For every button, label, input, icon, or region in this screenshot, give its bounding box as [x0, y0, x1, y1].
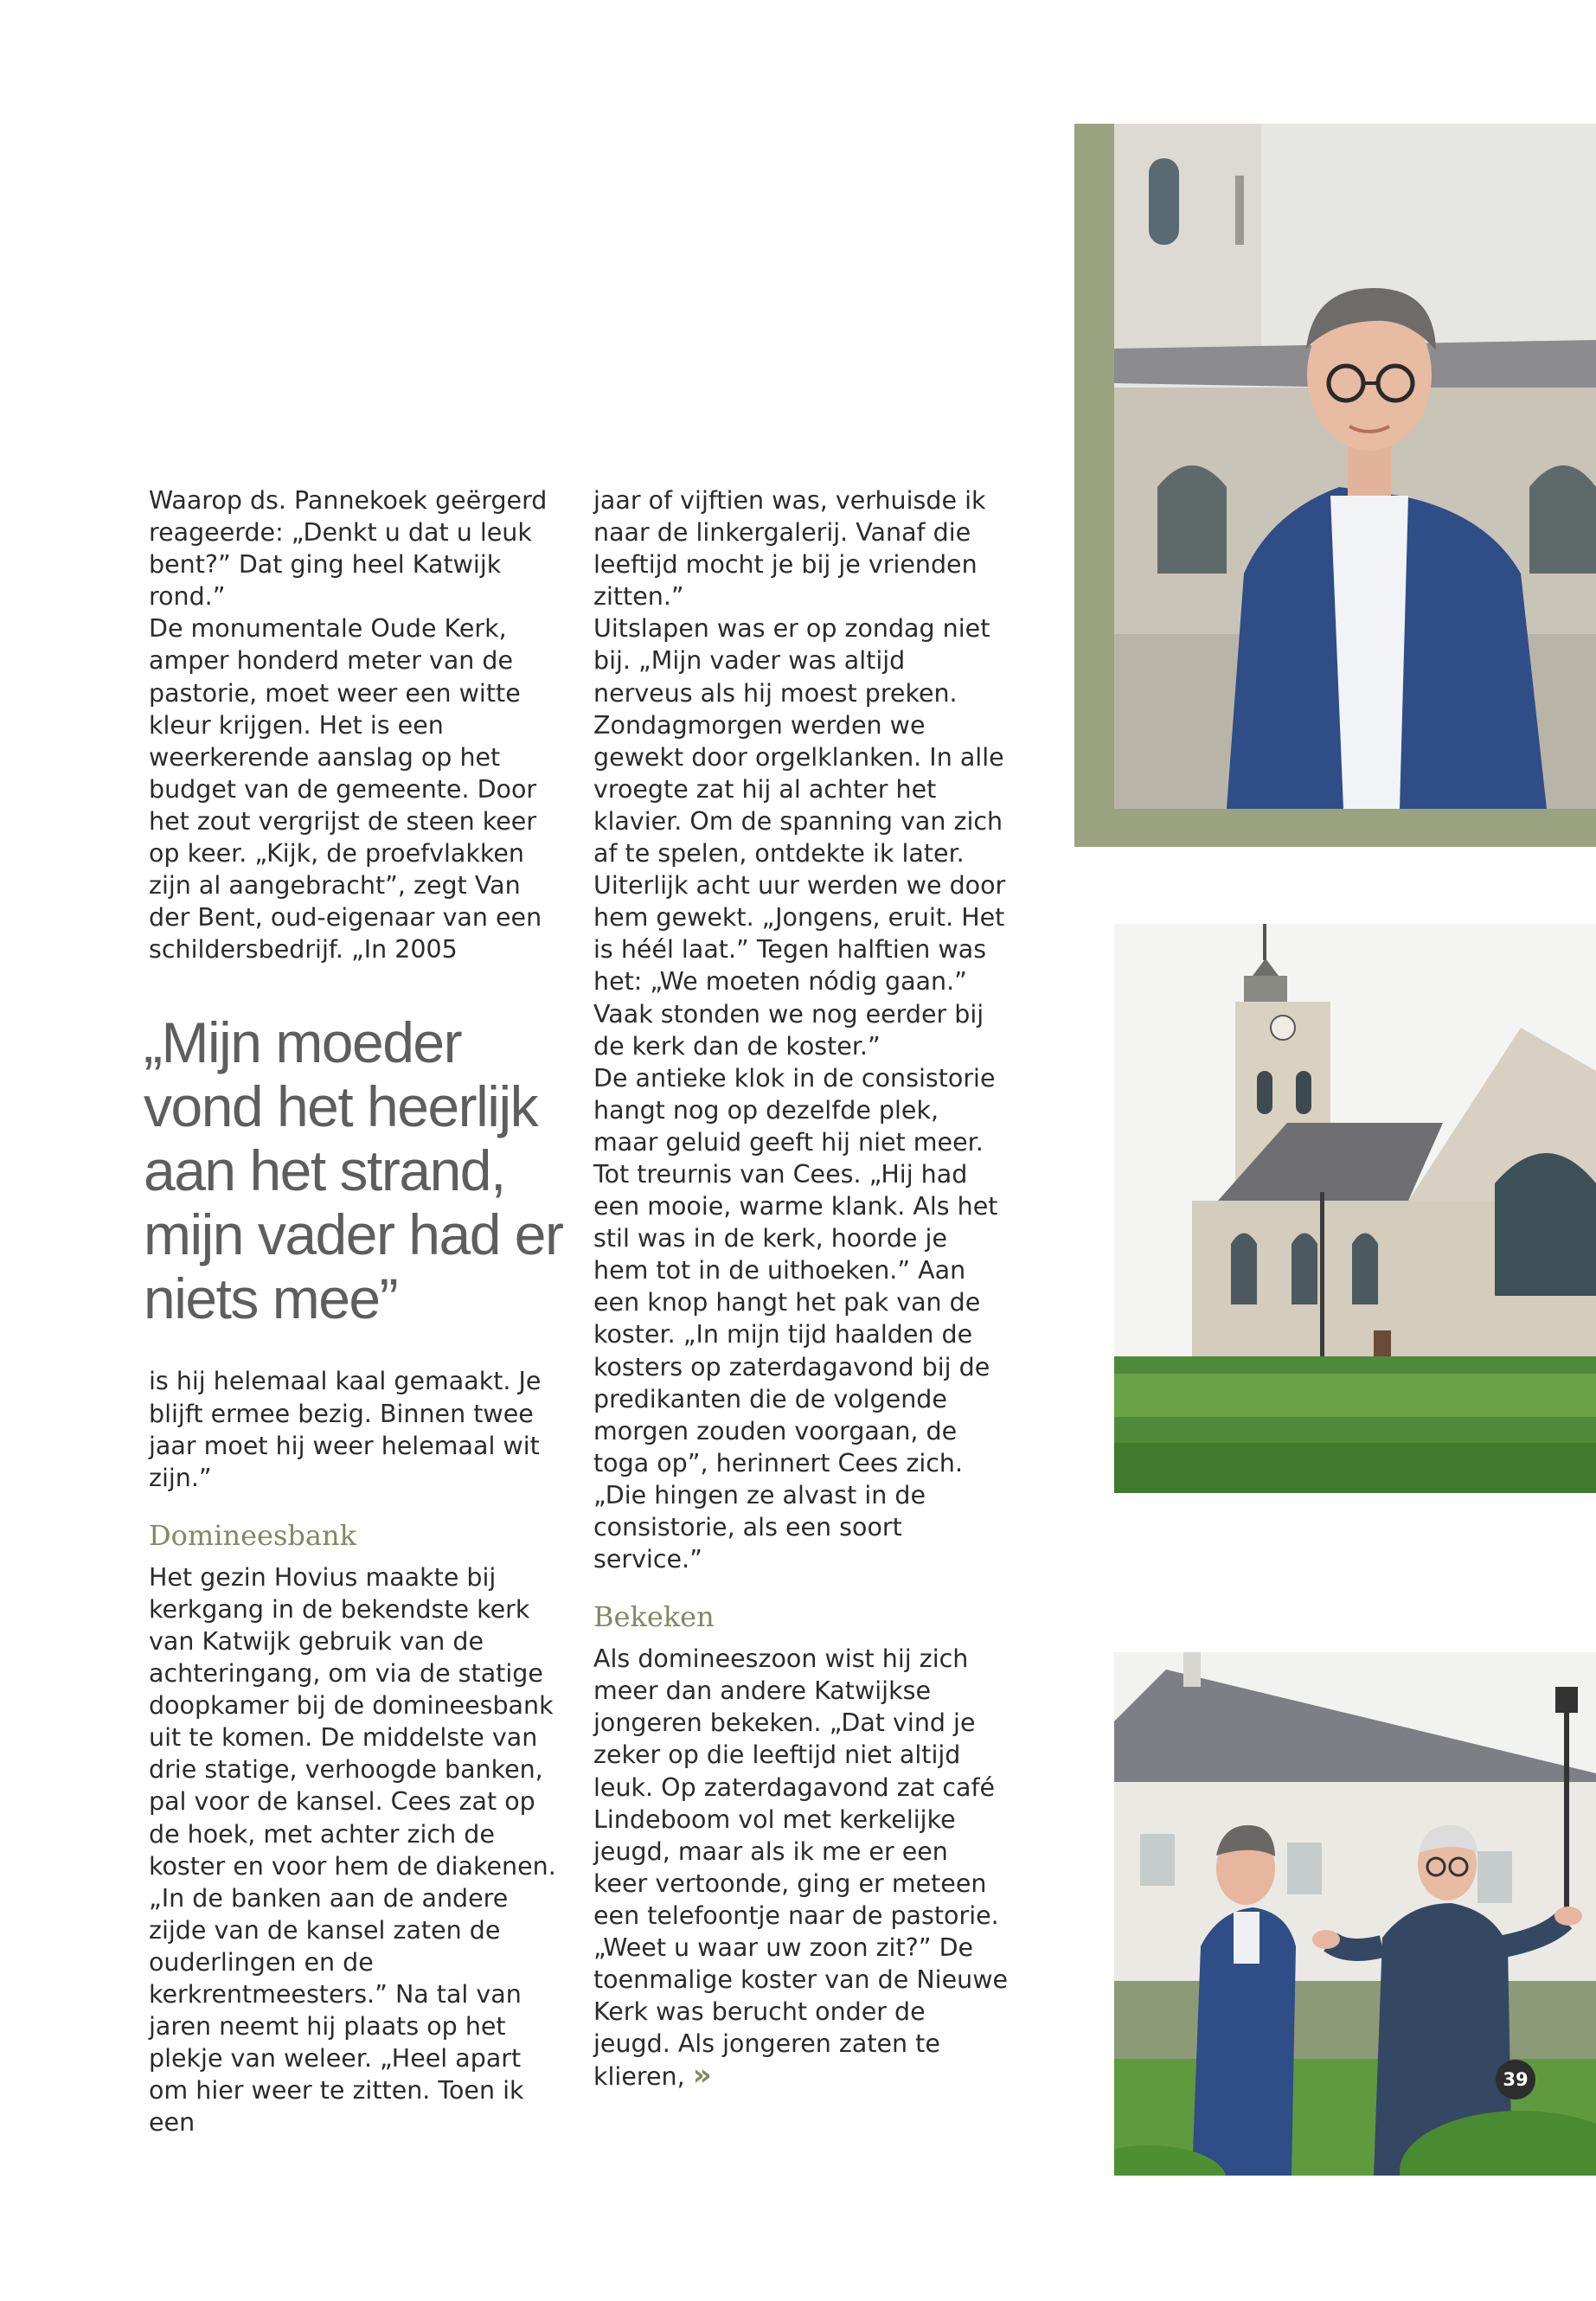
paragraph: jaar of vijftien was, verhuisde ik naar de linkergalerij. Vanaf die leeftijd mocht je bij je vrienden zitten.” [593, 486, 986, 612]
church-illustration [1114, 924, 1596, 1493]
paragraph: Uitslapen was er op zondag niet bij. „Mijn vader was altijd nerveus als hij moest preken. Zondagmorgen werden we gewekt door orgelklanken. In alle vroegte zat hij al achter het klavier. Om de spanning van zich af te spelen, ontdekte ik later. Uiterlijk acht uur werden we door hem gewekt. „Jongens, eruit. Het is héél laat.” Tegen halftien was het: „We moeten nódig gaan.” Vaak stonden we nog eerder bij de kerk dan de koster.” [593, 614, 1006, 1061]
article-column-middle [593, 484, 1009, 2093]
paragraph-last [593, 1643, 1009, 2093]
pull-quote: „Mijn moeder vond het heerlijk aan het strand, mijn vader had er niets mee” [144, 1010, 563, 1331]
continue-arrow-icon: » [692, 2058, 712, 2093]
page-number: 39 [1496, 2060, 1535, 2099]
portrait-illustration [1114, 124, 1596, 809]
paragraph: Waarop ds. Pannekoek geërgerd reageerde: „Denkt u dat u leuk bent?” Dat ging heel Katwijk rond.” [149, 486, 548, 612]
paragraph: De antieke klok in de consistorie hangt nog op dezelfde plek, maar geluid geeft hij niet meer. Tot treurnis van Cees. „Hij had een mooie, warme klank. Als het stil was in de kerk, hoorde je hem tot in de uithoeken.” Aan een knop hangt het pak van de koster. „In mijn tijd haalden de kosters op zaterdagavond bij de predikanten die de volgende morgen zouden voorgaan, de toga op”, herinnert Cees zich. „Die hingen ze alvast in de consistorie, als een soort service.” [593, 1063, 998, 1574]
paragraph: Het gezin Hovius maakte bij kerkgang in de bekendste kerk van Katwijk gebruik van de achteringang, om via de statige doopkamer bij de domineesbank uit te komen. De middelste van drie statige, verhoogde banken, pal voor de kansel. Cees zat op de hoek, met achter zich de koster en voor hem de diakenen. „In de banken aan de andere zijde van de kansel zaten de ouderlingen en de kerkrentmeesters.” Na tal van jaren neemt hij plaats op het plekje van weleer. „Heel apart om hier weer te zitten. Toen ik een [149, 1562, 556, 2138]
photo-portrait-man [1114, 124, 1596, 809]
paragraph-text: Als domineeszoon wist hij zich meer dan andere Katwijkse jongeren bekeken. „Dat vind je zeker op die leeftijd niet altijd leuk. Op zaterdagavond zat café Lindeboom vol met kerkelijke jeugd, maar als ik me er een keer vertoonde, ging er meteen een telefoontje naar de pastorie. „Weet u waar uw zoon zit?” De toenmalige koster van de Nieuwe Kerk was berucht onder de jeugd. Als jongeren zaten te klieren, [593, 1644, 1009, 2092]
paragraph: De monumentale Oude Kerk, amper honderd meter van de pastorie, moet weer een witte kleur krijgen. Het is een weerkerende aanslag op het budget van de gemeente. Door het zout vergrijst de steen keer op keer. „Kijk, de proefvlakken zijn al aangebracht”, zegt Van der Bent, oud-eigenaar van een schildersbedrijf. „In 2005 [149, 614, 542, 965]
subheading-domineesbank: Domineesbank [149, 1518, 356, 1552]
article-column-left [144, 484, 564, 2138]
paragraph: is hij helemaal kaal gemaakt. Je blijft ermee bezig. Binnen twee jaar moet hij weer helemaal wit zijn.” [149, 1367, 542, 1492]
photo-church [1114, 924, 1596, 1493]
subheading-bekeken: Bekeken [593, 1600, 715, 1634]
